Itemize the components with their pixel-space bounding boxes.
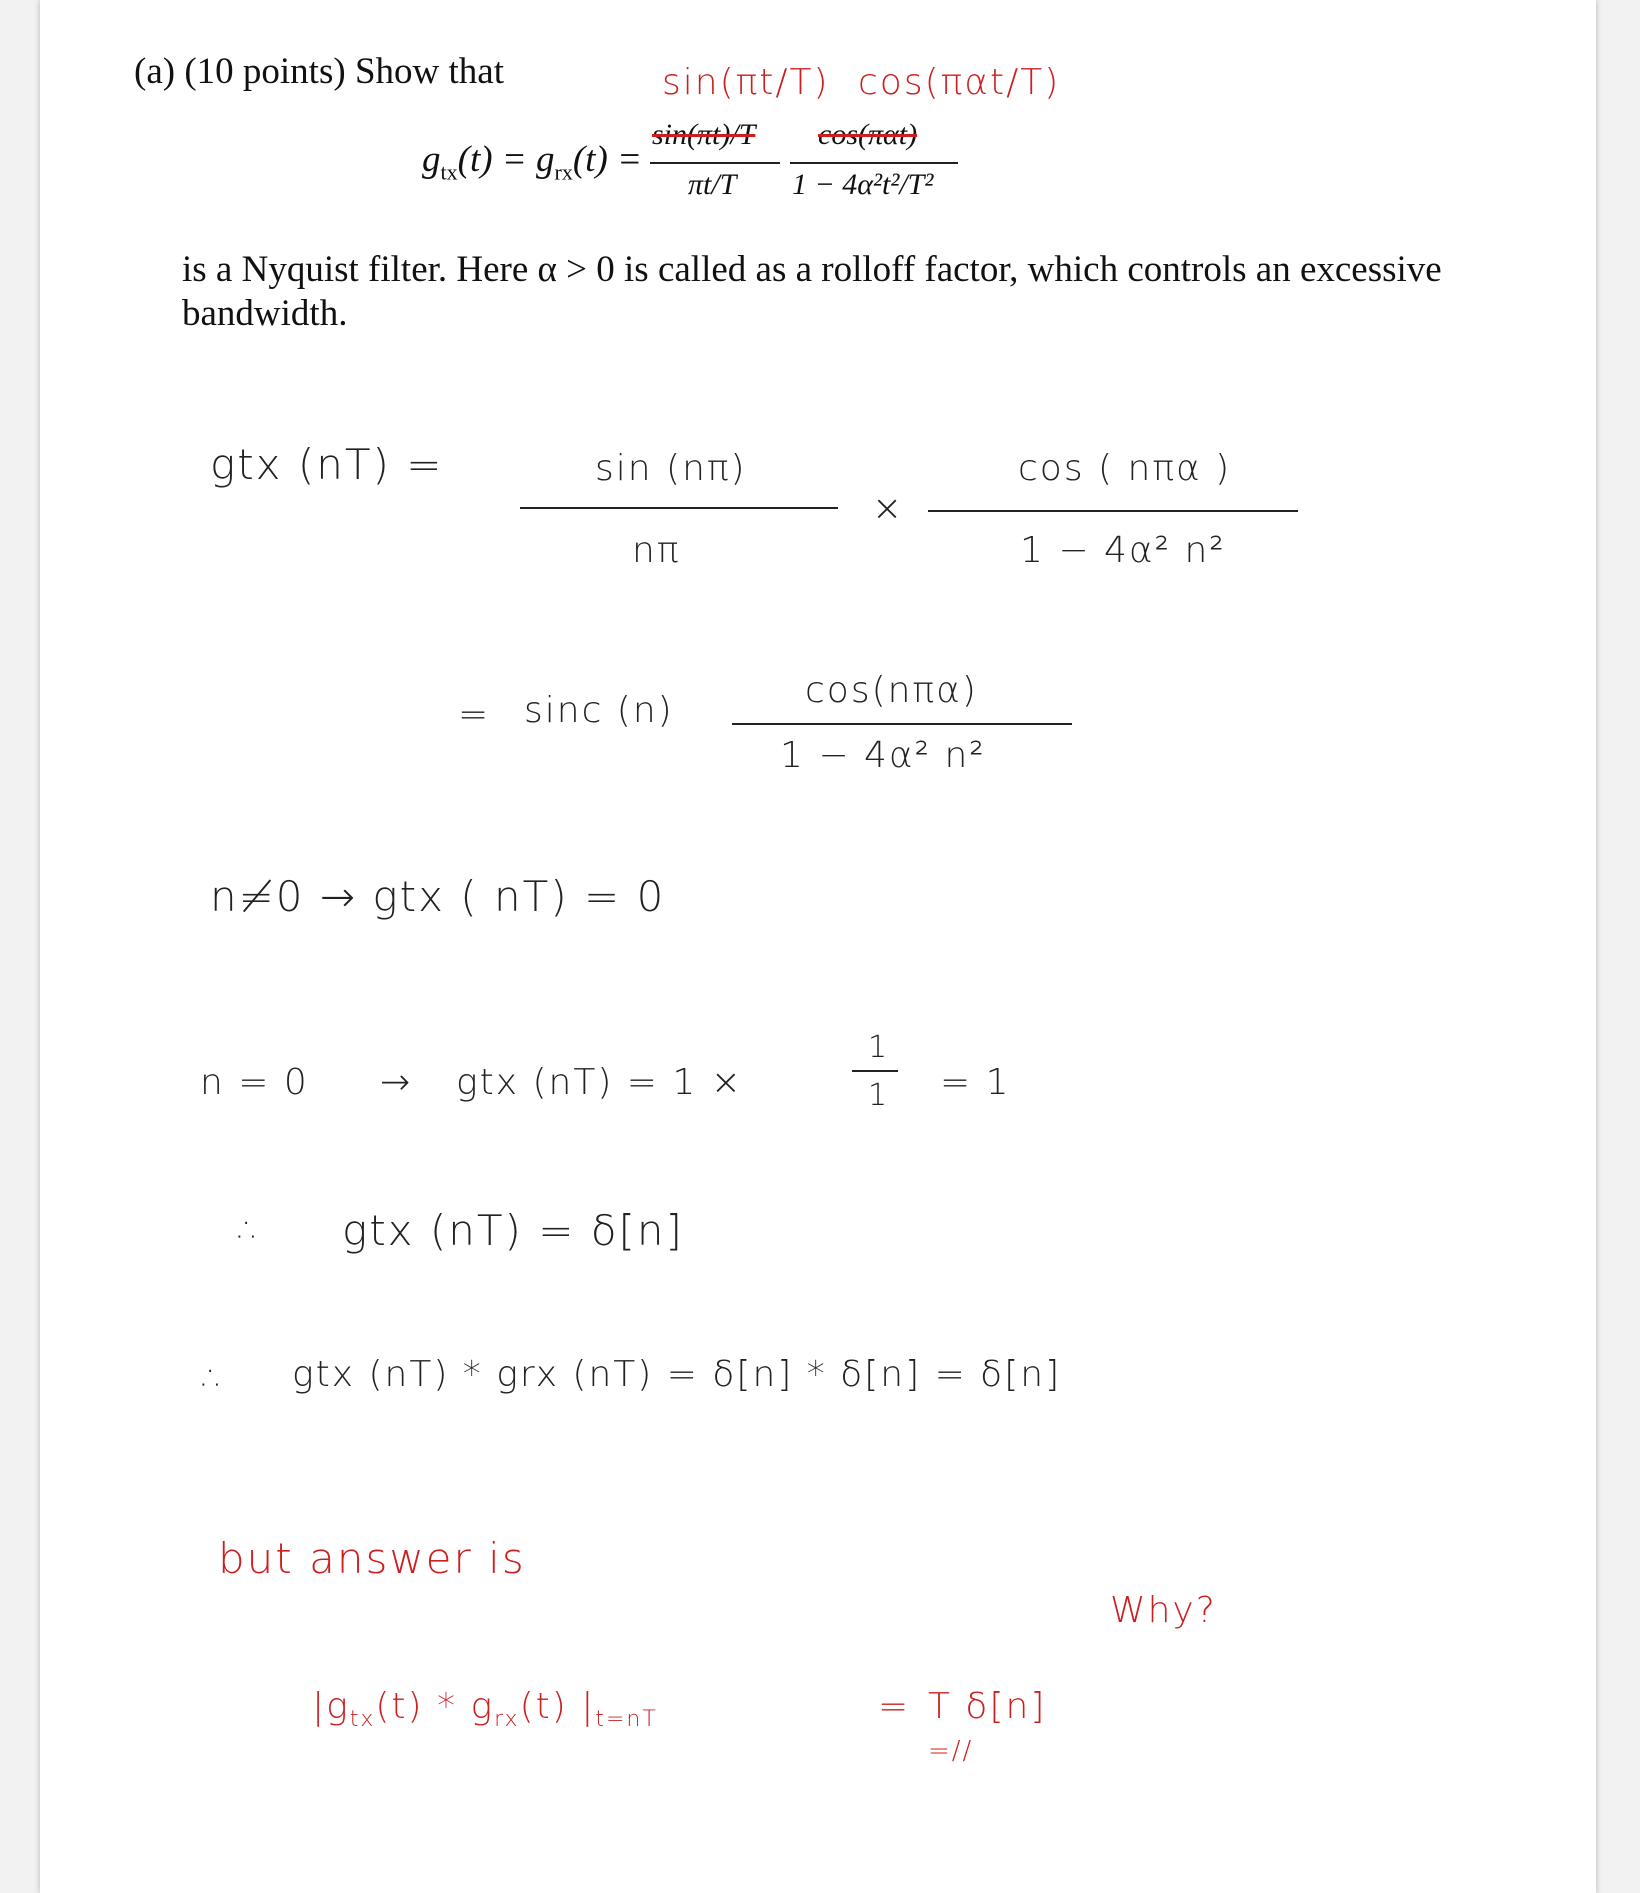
problem-prompt: Show that xyxy=(354,51,504,92)
work-line3: n≠0 → gtx ( nT) = 0 xyxy=(210,872,666,921)
work-line6: gtx (nT) * grx (nT) = δ[n] * δ[n] = δ[n] xyxy=(292,1354,1062,1395)
final-answer-eq: = xyxy=(878,1686,911,1727)
final-answer-rhs: T δ[n] xyxy=(928,1686,1047,1727)
work-line1-num1: sin (nπ) xyxy=(595,448,747,489)
work-line2-num: cos(nπα) xyxy=(805,670,978,711)
work-line4-frac-den: 1 xyxy=(868,1078,890,1113)
work-line1-den2: 1 − 4α² n² xyxy=(1020,530,1226,571)
document-page xyxy=(40,0,1596,1893)
but-answer-is-note: but answer is xyxy=(218,1534,526,1583)
fraction-bar-1 xyxy=(650,162,780,164)
why-note: Why? xyxy=(1110,1590,1217,1631)
work-line1-times: × xyxy=(872,488,905,529)
work-line1-bar2 xyxy=(928,510,1298,512)
therefore-icon-2: ∴ xyxy=(202,1358,227,1399)
work-line2-den: 1 − 4α² n² xyxy=(780,735,986,776)
work-line4-rhs: = 1 xyxy=(940,1062,1011,1103)
work-line1-lhs: gtx (nT) = xyxy=(210,440,444,489)
fraction-bar-2 xyxy=(790,162,958,164)
problem-label: (a) xyxy=(134,51,176,92)
therefore-icon-1: ∴ xyxy=(238,1210,263,1251)
work-line2-sinc: sinc (n) xyxy=(524,690,674,731)
work-line1-den1: nπ xyxy=(632,530,681,571)
work-line4-lhs: n = 0 xyxy=(200,1062,309,1103)
work-line4-frac-bar xyxy=(852,1070,898,1072)
correction-numerator-2: cos(παt/T) xyxy=(858,62,1061,103)
printed-denominator-1: πt/T xyxy=(688,168,737,201)
work-line2-bar xyxy=(732,723,1072,725)
printed-denominator-2: 1 − 4α²t²/T² xyxy=(792,168,934,201)
printed-numerator-2: cos(παt) xyxy=(818,118,918,151)
problem-header xyxy=(134,50,504,94)
problem-description: is a Nyquist filter. Here α > 0 is called as a rolloff factor, which controls an excessive bandwidth. xyxy=(182,249,1442,334)
final-answer-underline-mark: =// xyxy=(928,1736,974,1766)
problem-points: (10 points) xyxy=(184,51,346,92)
work-line4-mid: gtx (nT) = 1 × xyxy=(456,1062,743,1103)
correction-numerator-1: sin(πt/T) xyxy=(662,62,830,103)
printed-numerator-1: sin(πt)/T xyxy=(652,118,756,151)
work-line5: gtx (nT) = δ[n] xyxy=(342,1206,684,1255)
work-line4-frac-num: 1 xyxy=(868,1030,890,1065)
final-answer-lhs: $|g_{tx}(t) * g_{rx}(t)$ $|_{t=nT}$ xyxy=(312,1686,658,1733)
work-line2-eq: = xyxy=(458,694,491,735)
work-line1-num2: cos ( nπα ) xyxy=(1018,448,1232,489)
equation-lhs: $g_{tx}(t) = g_{rx}(t)$ = xyxy=(422,139,642,185)
work-line4-arrow: → xyxy=(380,1062,413,1103)
work-line1-bar1 xyxy=(520,507,838,509)
